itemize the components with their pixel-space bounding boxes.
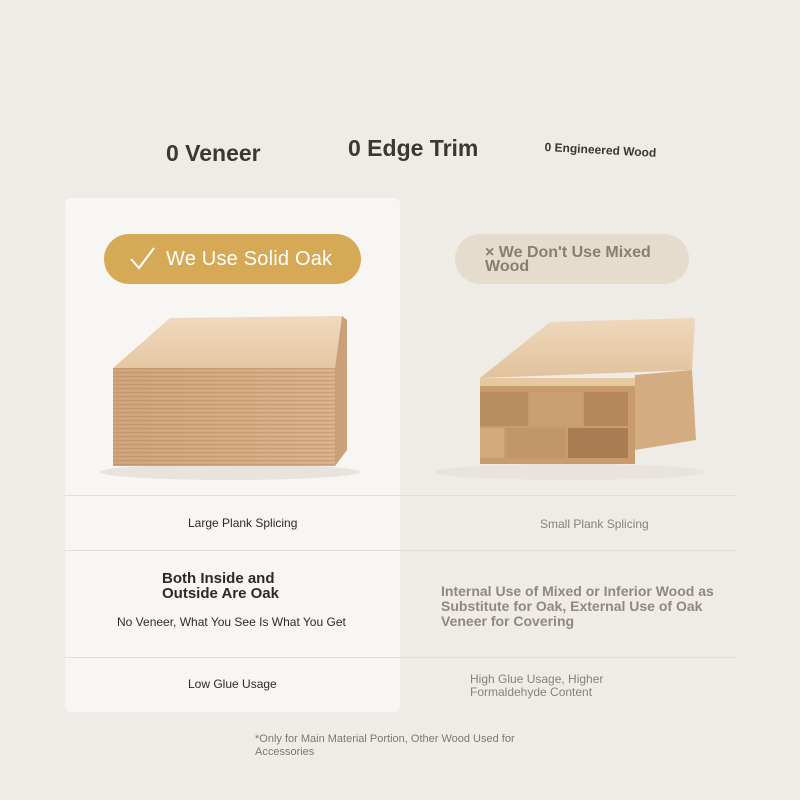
- row-divider: [65, 657, 736, 658]
- solid-oak-block-image: [95, 300, 365, 480]
- solid-oak-badge-label: We Use Solid Oak: [166, 247, 333, 270]
- footnote: *Only for Main Material Portion, Other Wood Used for Accessories: [255, 733, 515, 758]
- mixed-wood-splicing-text: Small Plank Splicing: [540, 517, 649, 531]
- row-divider: [65, 495, 736, 496]
- mixed-wood-glue-text: High Glue Usage, Higher Formaldehyde Content: [470, 672, 604, 699]
- mixed-wood-badge: × We Don't Use Mixed Wood: [455, 234, 689, 284]
- solid-oak-material-subtitle: No Veneer, What You See Is What You Get: [117, 615, 346, 629]
- solid-oak-badge: [104, 234, 361, 284]
- solid-oak-material-title: Both Inside and Outside Are Oak: [162, 570, 279, 602]
- mixed-wood-block-image: [430, 300, 710, 480]
- solid-oak-glue-text: Low Glue Usage: [188, 677, 277, 691]
- headline-zero-veneer: 0 Veneer: [166, 140, 261, 166]
- headline-zero-edge-trim: 0 Edge Trim: [348, 135, 479, 161]
- solid-oak-splicing-text: Large Plank Splicing: [188, 516, 298, 530]
- checkmark-icon: [128, 245, 156, 273]
- headline-zero-engineered-wood: 0 Engineered Wood: [544, 140, 657, 160]
- row-divider: [65, 550, 736, 551]
- mixed-wood-material-text: Internal Use of Mixed or Inferior Wood as Substitute for Oak, External Use of Oak Veneer for Covering: [441, 583, 714, 629]
